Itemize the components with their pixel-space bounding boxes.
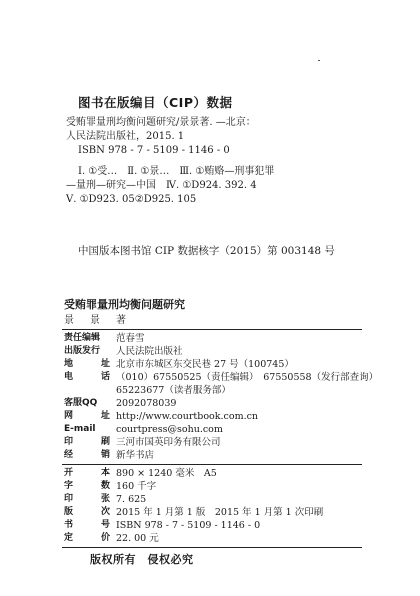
- spec-value: 160 千字: [116, 481, 157, 492]
- info-label: 电 话: [64, 372, 110, 382]
- copyright-notice: 版权所有 侵权必究: [90, 553, 194, 566]
- info-label: 客服QQ: [64, 398, 98, 408]
- info-row-website: [64, 410, 364, 423]
- spec-value: 2015 年 1 月第 1 版 2015 年 1 月第 1 次印刷: [116, 507, 324, 518]
- info-label: 网 址: [64, 411, 110, 421]
- spec-label: 定 价: [64, 533, 110, 543]
- info-row-phone: [64, 371, 379, 384]
- info-row-phone-2: [64, 384, 364, 397]
- book-author: 景 景 著: [64, 315, 129, 326]
- spec-value: 22. 00 元: [116, 533, 159, 544]
- info-value: 人民法院出版社: [116, 346, 183, 357]
- info-value: 三河市国英印务有限公司: [116, 437, 221, 448]
- info-label: 经 销: [64, 450, 110, 460]
- spec-row-edition: [64, 506, 364, 519]
- book-specs: [64, 467, 364, 545]
- spec-label: 字 数: [64, 481, 110, 491]
- cip-heading: 图书在版编目（CIP）数据: [78, 95, 233, 110]
- cip-class-line-2: —量刑—研究—中国 Ⅳ. ①D924. 392. 4: [66, 180, 257, 191]
- cip-line-publisher: 人民法院出版社，2015. 1: [66, 131, 185, 142]
- info-value: （010）67550525（责任编辑） 67550558（发行部查询）: [116, 372, 379, 383]
- spec-row-price: [64, 532, 364, 545]
- divider-bottom: [62, 547, 362, 548]
- info-value: 范春雪: [116, 333, 145, 344]
- spec-label: 印 张: [64, 494, 110, 504]
- spec-label: 开 本: [64, 468, 110, 478]
- cip-class-line-3: Ⅴ. ①D923. 05②D925. 105: [66, 194, 197, 205]
- info-row-qq: [64, 397, 364, 410]
- info-row-printer: [64, 436, 364, 449]
- spec-row-isbn: [64, 519, 364, 532]
- spec-value: ISBN 978 - 7 - 5109 - 1146 - 0: [116, 520, 261, 531]
- publishing-info: [64, 332, 379, 462]
- spec-row-format: [64, 467, 364, 480]
- info-label: 出版发行: [64, 346, 101, 356]
- divider-top: [62, 329, 362, 330]
- info-row-editor: [64, 332, 364, 345]
- info-row-publisher: [64, 345, 364, 358]
- book-title: 受贿罪量刑均衡问题研究: [64, 298, 185, 311]
- cip-line-title: 受贿罪量刑均衡问题研究/景景著. —北京：: [66, 117, 256, 128]
- spec-row-wordcount: [64, 480, 364, 493]
- info-value: 65223677（读者服务部）: [116, 385, 231, 396]
- info-label: 印 刷: [64, 437, 110, 447]
- email-link[interactable]: courtpress@sohu.com: [116, 424, 223, 435]
- spec-value: 7. 625: [116, 494, 147, 505]
- spec-label: 版 次: [64, 507, 110, 517]
- info-value: 新华书店: [116, 450, 155, 461]
- info-value: 2092078039: [116, 398, 177, 409]
- website-link[interactable]: http://www.courtbook.com.cn: [116, 411, 259, 422]
- cip-record: [66, 116, 386, 207]
- info-row-email: [64, 423, 364, 436]
- info-label: [64, 384, 110, 397]
- info-label: 地 址: [64, 359, 110, 369]
- info-label: E-mail: [64, 424, 96, 434]
- info-value: 北京市东城区东交民巷 27 号（100745）: [116, 359, 294, 370]
- info-row-address: [64, 358, 364, 371]
- spec-value: 890 × 1240 毫米 A5: [116, 468, 217, 479]
- spec-row-sheets: [64, 493, 364, 506]
- cip-line-isbn: ISBN 978 - 7 - 5109 - 1146 - 0: [78, 145, 230, 156]
- divider-middle: [62, 464, 362, 465]
- cip-data-number: 中国版本图书馆 CIP 数据核字（2015）第 003148 号: [78, 245, 335, 257]
- spec-label: 书 号: [64, 520, 110, 530]
- info-label: 责任编辑: [64, 333, 101, 343]
- scan-speck: [318, 60, 320, 61]
- cip-class-line-1: Ⅰ. ①受… Ⅱ. ①景… Ⅲ. ①贿赂—刑事犯罪: [78, 166, 275, 177]
- info-row-distributor: [64, 449, 364, 462]
